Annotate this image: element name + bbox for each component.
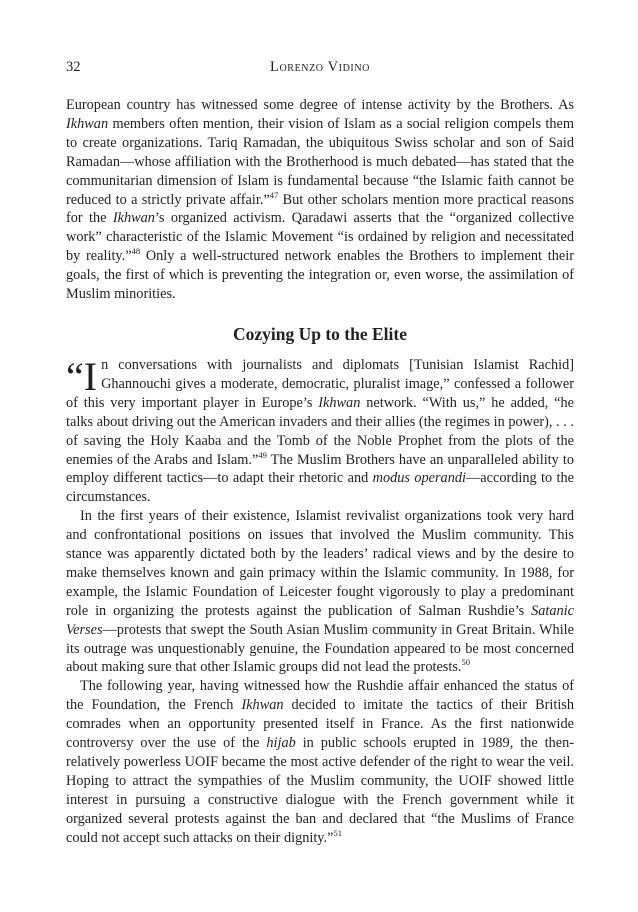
text-run: members often mention, their vision of Islam as a social religion compels them to create organizations. Tariq Ramadan, the ubiquitous Swiss scholar and son of Said Ramadan—whose affiliation with the Brotherhood is much debated—has stated that the communitarian dimension of Islam is fundamental because “the Islamic faith cannot be reduced to a strictly private affair.” xyxy=(66,115,574,208)
section-heading: Cozying Up to the Elite xyxy=(232,323,408,344)
paragraph-2 xyxy=(66,353,574,507)
text-run: The Muslim Brothers have an unparalleled ability to employ different tactics—to adapt their rhetoric and xyxy=(66,451,574,487)
text-run: But other scholars mention more practical reasons for the xyxy=(66,191,574,227)
text-run: ’s organized activism. Qaradawi asserts that the “organized collective work” characteristic of the Islamic Movement “is ordained by religion and necessitated by reality.” xyxy=(66,210,574,265)
body-text xyxy=(66,96,574,848)
text-run: —according to the circumstances. xyxy=(66,470,574,506)
text-run: n conversations with journalists and diplomats [Tunisian Islamist Rachid] Ghannouchi gives a moderate, democratic, pluralist image,” confessed a follower of this very important player in Europe’s xyxy=(66,356,574,411)
italic-term: hijab xyxy=(266,735,296,752)
footnote-ref-47: 47 xyxy=(269,189,279,200)
text-run: in public schools erupted in 1989, the then-relatively powerless UOIF became the most active defender of the right to wear the veil. Hoping to attract the sympathies of the Muslim community, the UOIF showed little interest in pursuing a constructive dialogue with the French government while it organized several protests against the ban and declared that “the Muslims of France could not accept such attacks on their dignity.” xyxy=(66,735,574,846)
text-run: The following year, having witnessed how the Rushdie affair enhanced the status of the Foundation, the French xyxy=(66,678,574,714)
footnote-ref-51: 51 xyxy=(333,827,342,838)
drop-cap: “I xyxy=(66,353,98,399)
paragraph-4 xyxy=(66,677,574,847)
italic-term: Ikhwan xyxy=(66,115,109,132)
page-number: 32 xyxy=(66,59,81,75)
footnote-ref-48: 48 xyxy=(131,246,141,257)
text-run: —protests that swept the South Asian Muslim community in Great Britain. While its outrage was unquestionably genuine, the Foundation appeared to be most concerned about making sure that other Islamic groups did not lead the protests. xyxy=(66,621,574,676)
text-run: European country has witnessed some degree of intense activity by the Brothers. As xyxy=(66,97,574,113)
footnote-ref-50: 50 xyxy=(461,657,470,668)
italic-term: Ikhwan xyxy=(241,697,284,714)
text-run: Only a well-structured network enables the Brothers to implement their goals, the first of which is preventing the integration or, even worse, the assimilation of Muslim minorities. xyxy=(66,248,574,303)
footnote-ref-49: 49 xyxy=(258,449,267,460)
text-run: decided to imitate the tactics of their British comrades when an opportunity presented itself in France. As the first nationwide controversy over the use of the xyxy=(66,697,575,752)
paragraph-3 xyxy=(66,507,574,677)
italic-term: modus operandi xyxy=(372,470,466,487)
italic-term: Ikhwan xyxy=(318,394,361,411)
text-run: In the first years of their existence, Islamist revivalist organizations took very hard and confrontational positions on issues that involved the Muslim community. This stance was apparently dictated both by the leaders’ radical views and by the desire to make themselves known and gain primacy within the Islamic community. In 1988, for example, the Islamic Foundation of Leicester fought vigorously to play a predominant role in organizing the protests against the publication of Salman Rushdie’s xyxy=(66,508,574,619)
italic-term: Ikhwan xyxy=(112,210,155,227)
paragraph-1 xyxy=(66,96,574,304)
italic-title: Satanic Verses xyxy=(66,602,574,638)
running-head: Lorenzo Vidino xyxy=(270,59,370,75)
text-run: network. “With us,” he added, “he talks about driving out the American invaders and their allies (the regimes in power), . . . of saving the Holy Kaaba and the Tomb of the Noble Prophet from the plots of the enemies of the Arabs and Islam.” xyxy=(66,394,574,468)
